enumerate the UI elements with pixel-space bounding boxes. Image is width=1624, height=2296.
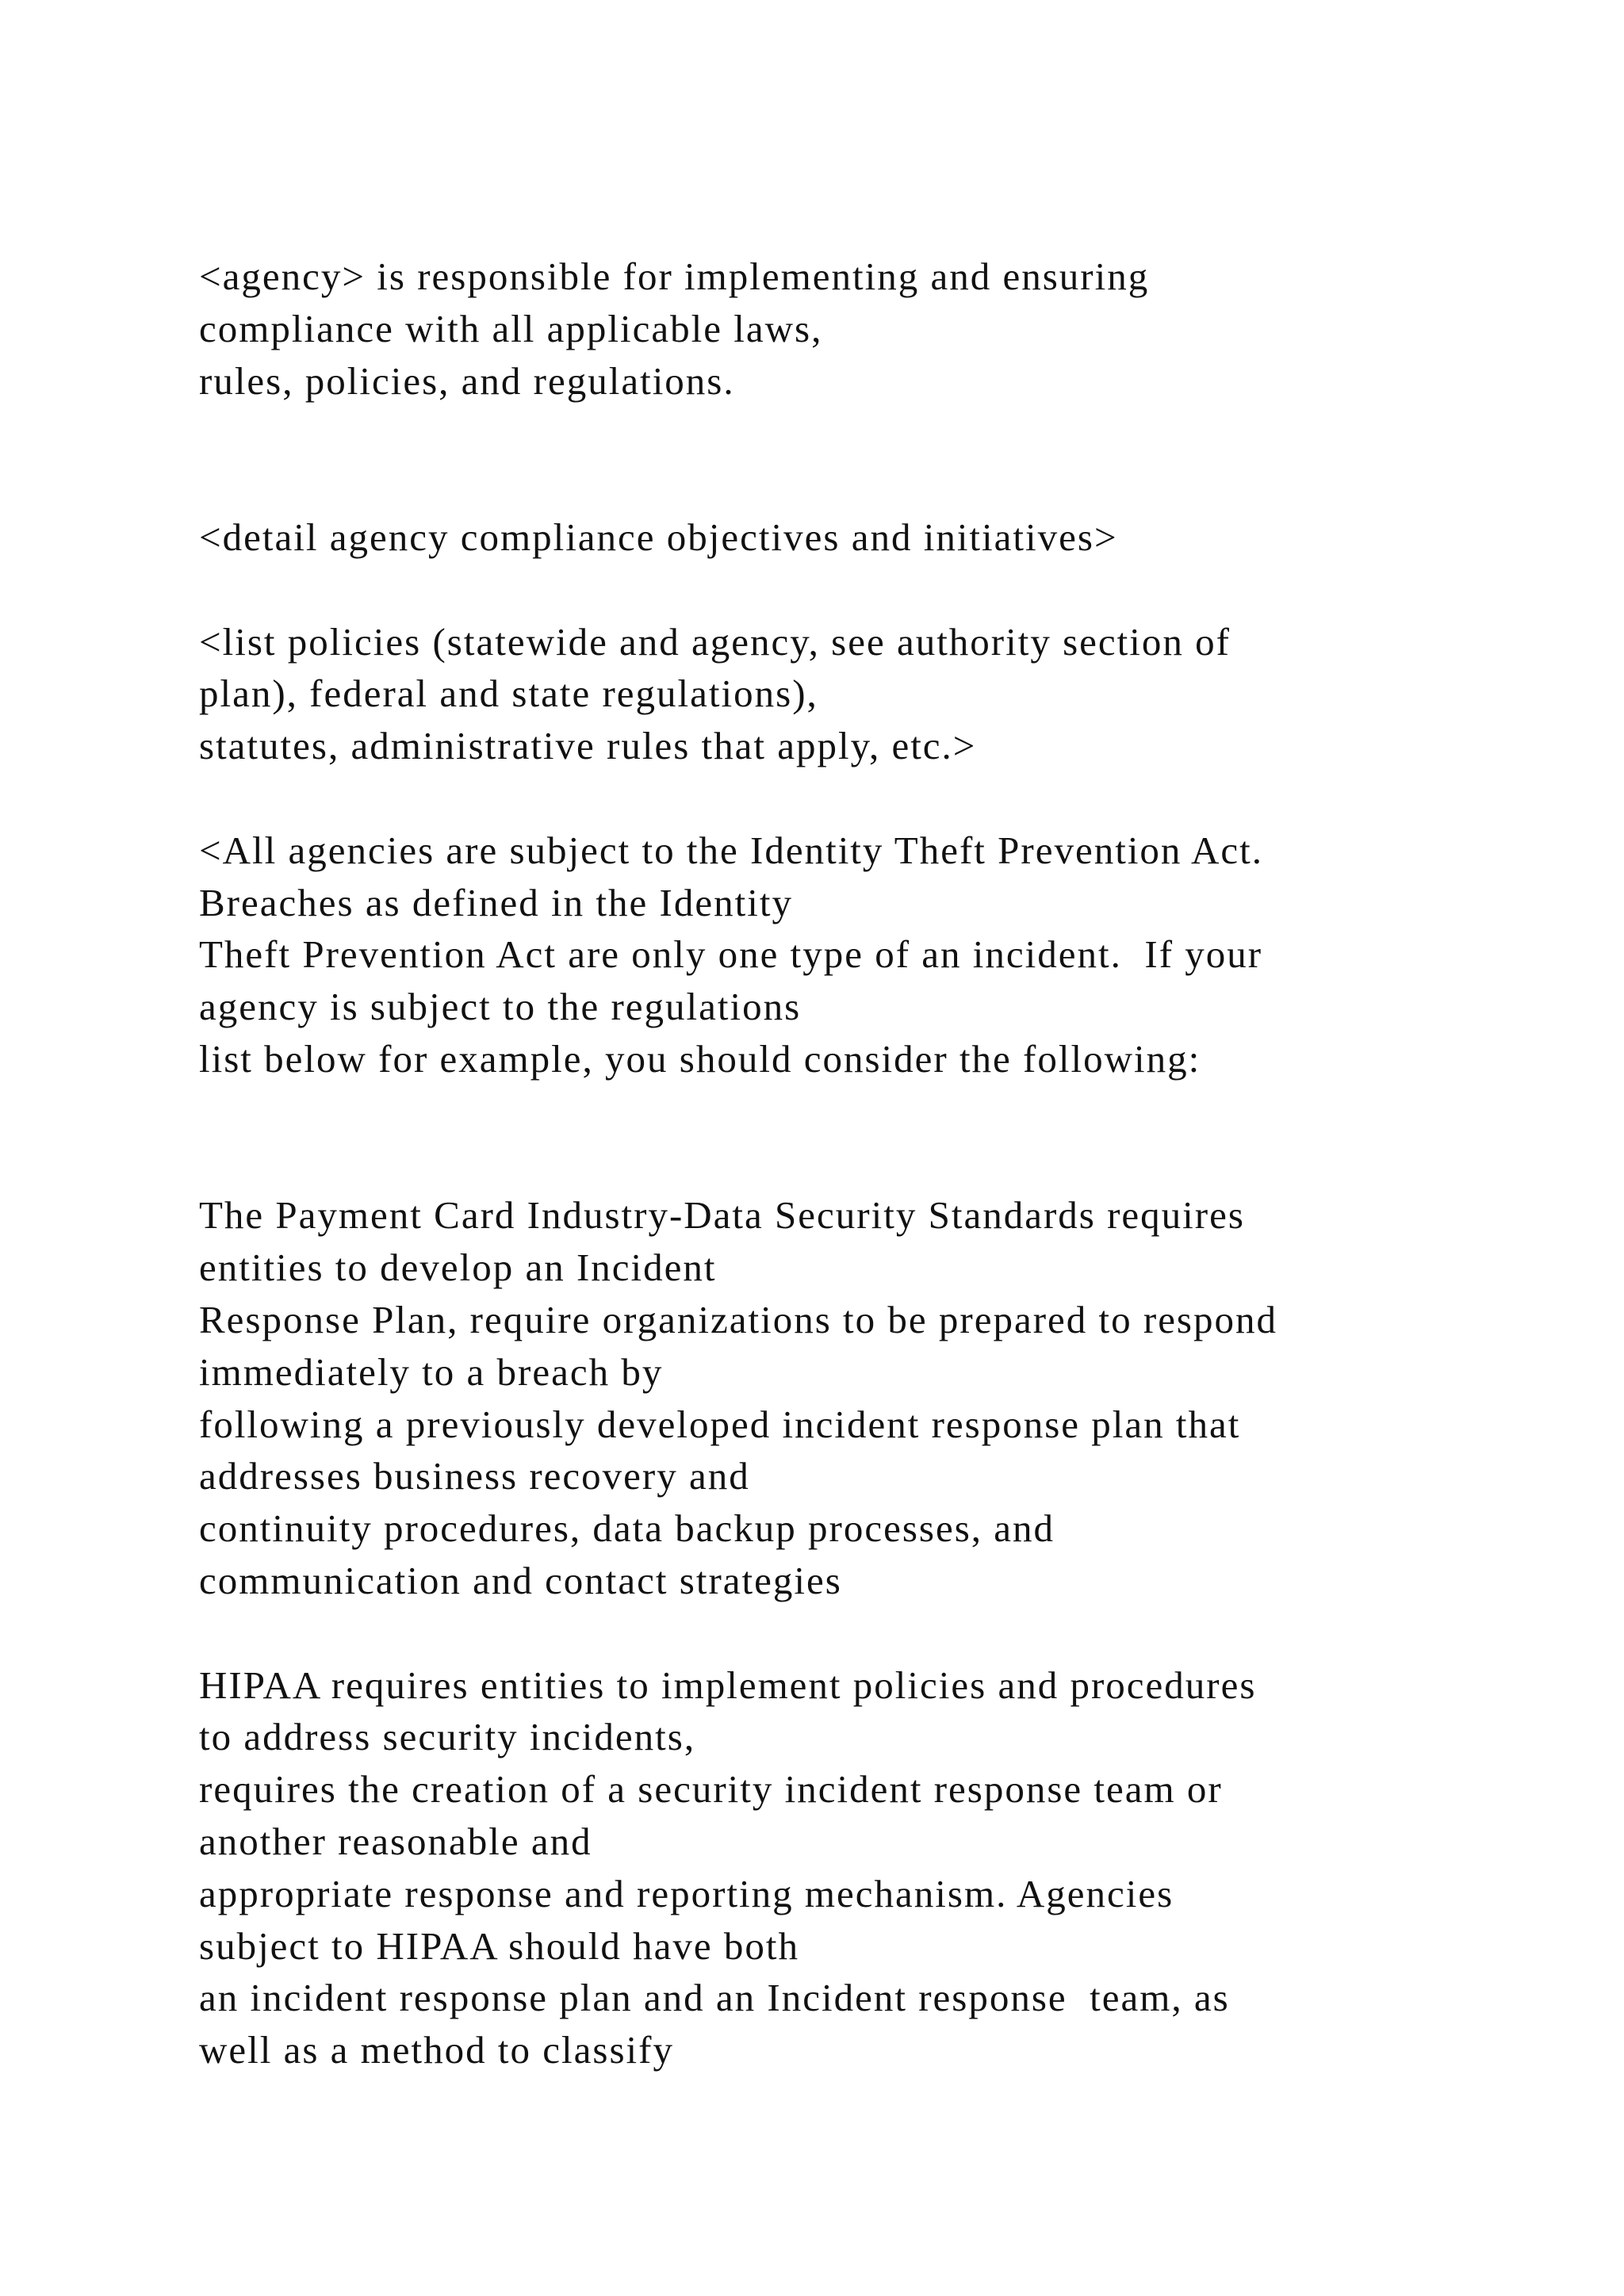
- text-line: <All agencies are subject to the Identity Theft Prevention Act.: [199, 828, 1263, 872]
- text-line: requires the creation of a security incident response team or: [199, 1767, 1223, 1812]
- text-line: well as a method to classify: [199, 2028, 674, 2072]
- text-line: another reasonable and: [199, 1819, 592, 1863]
- text-line: agency is subject to the regulations: [199, 985, 802, 1029]
- paragraph-spacer: [199, 1607, 1563, 1659]
- paragraph-spacer: [199, 459, 1563, 511]
- text-line: an incident response plan and an Incident response team, as: [199, 1976, 1230, 2020]
- text-line: <list policies (statewide and agency, see authority section of: [199, 619, 1231, 664]
- paragraph-spacer: [199, 1138, 1563, 1190]
- text-line: <detail agency compliance objectives and initiatives>: [199, 515, 1118, 559]
- paragraph-spacer: [199, 1085, 1563, 1138]
- compliance-objectives-placeholder: [199, 511, 1563, 564]
- identity-theft-paragraph: [199, 825, 1563, 1085]
- text-line: immediately to a breach by: [199, 1349, 664, 1394]
- policies-list-placeholder: [199, 616, 1563, 772]
- text-line: <agency> is responsible for implementing and ensuring: [199, 254, 1150, 298]
- text-line: Response Plan, require organizations to be prepared to respond: [199, 1297, 1278, 1341]
- paragraph-spacer: [199, 772, 1563, 825]
- text-line: addresses business recovery and: [199, 1454, 750, 1498]
- text-line: appropriate response and reporting mechanism. Agencies: [199, 1871, 1174, 1915]
- document-body: [199, 251, 1563, 2076]
- responsibility-paragraph: [199, 251, 1563, 407]
- paragraph-spacer: [199, 564, 1563, 616]
- text-line: subject to HIPAA should have both: [199, 1923, 799, 1968]
- text-line: compliance with all applicable laws,: [199, 306, 823, 350]
- pci-dss-paragraph: [199, 1189, 1563, 1606]
- text-line: to address security incidents,: [199, 1715, 696, 1759]
- text-line: list below for example, you should consider the following:: [199, 1036, 1201, 1081]
- text-line: rules, policies, and regulations.: [199, 358, 735, 403]
- text-line: plan), federal and state regulations),: [199, 672, 818, 716]
- text-line: The Payment Card Industry-Data Security Standards requires: [199, 1193, 1245, 1238]
- text-line: continuity procedures, data backup processes, and: [199, 1506, 1055, 1551]
- paragraph-spacer: [199, 407, 1563, 459]
- text-line: following a previously developed incident response plan that: [199, 1402, 1241, 1446]
- text-line: Theft Prevention Act are only one type of an incident. If your: [199, 932, 1263, 977]
- hipaa-paragraph: [199, 1659, 1563, 2076]
- text-line: entities to develop an Incident: [199, 1246, 717, 1290]
- text-line: HIPAA requires entities to implement policies and procedures: [199, 1663, 1257, 1707]
- text-line: statutes, administrative rules that apply, etc.>: [199, 724, 977, 768]
- text-line: communication and contact strategies: [199, 1558, 842, 1602]
- text-line: Breaches as defined in the Identity: [199, 880, 793, 924]
